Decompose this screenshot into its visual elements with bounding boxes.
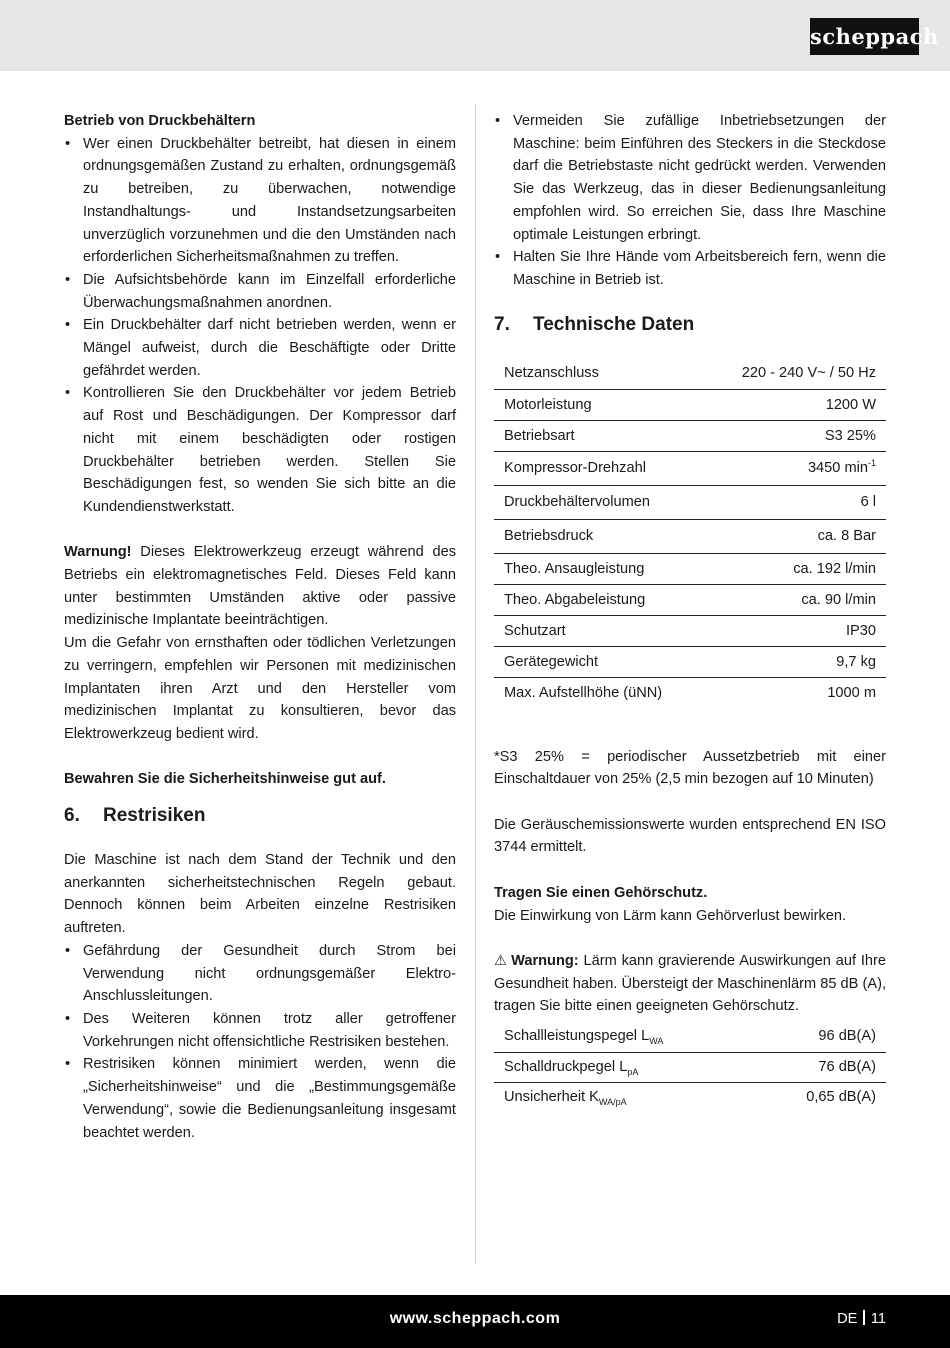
hearing-protection-text: Die Einwirkung von Lärm kann Gehörverlust bewirken. bbox=[494, 907, 847, 924]
spec-label: Kompressor-Drehzahl bbox=[504, 460, 646, 477]
list-item: • Kontrollieren Sie den Druckbehälter vor jedem Betrieb auf Rost und Beschädigungen. Der Kompressor darf nicht mit einem beschädigten oder rostigen Druckbehälter betrieben werden. Stellen Sie Beschädigungen fest, so wenden Sie sich bitte an die Kundendienstwerkstatt. bbox=[64, 382, 456, 518]
spec-label: Max. Aufstellhöhe (üNN) bbox=[504, 685, 663, 702]
list-item: • Ein Druckbehälter darf nicht betrieben werden, wenn er Mängel aufweist, durch die Beschäftigte oder Dritte gefährdet werden. bbox=[64, 314, 456, 382]
table-row bbox=[494, 421, 886, 452]
list-item: • Des Weiteren können trotz aller getroffener Vorkehrungen nicht offensichtliche Restrisiken bestehen. bbox=[64, 1008, 456, 1053]
language-code: DE bbox=[837, 1311, 858, 1327]
table-row bbox=[494, 678, 886, 709]
warning-triangle-icon: ⚠ bbox=[494, 952, 508, 969]
page-indicator bbox=[837, 1308, 886, 1331]
table-row bbox=[494, 1052, 886, 1082]
spec-value: 9,7 kg bbox=[836, 653, 876, 670]
list-item: • Wer einen Druckbehälter betreibt, hat diesen in einem ordnungsgemäßen Zustand zu erhalten, ordnungsgemäß zu betreiben, zu überwachen, notwendige Instandhaltungs- und Instandsetzungsarbeiten unverzüglich vorzunehmen und die den Umständen nach erforderlichen Sicherheitsmaßnahmen zu treffen. bbox=[64, 133, 456, 269]
table-row bbox=[494, 520, 886, 554]
section-title: Restrisiken bbox=[103, 805, 206, 827]
spec-label: Druckbehältervolumen bbox=[504, 494, 651, 511]
table-row bbox=[494, 647, 886, 678]
section-number: 7. bbox=[494, 313, 510, 335]
section-7-heading bbox=[494, 312, 886, 338]
spec-label: Theo. Abgabeleistung bbox=[504, 591, 646, 608]
spec-value: ca. 192 l/min bbox=[793, 560, 876, 577]
column-divider bbox=[475, 104, 476, 1264]
spec-label: Gerätegewicht bbox=[504, 653, 599, 670]
section-title: Technische Daten bbox=[533, 313, 695, 335]
table-row bbox=[494, 390, 886, 421]
druck-list bbox=[64, 133, 456, 519]
druck-heading: Betrieb von Druckbehältern bbox=[64, 113, 256, 129]
spec-value: IP30 bbox=[845, 622, 876, 639]
brand-logo: scheppach bbox=[810, 18, 919, 55]
list-item: • Vermeiden Sie zufällige Inbetriebsetzungen der Maschine: beim Einführen des Steckers in die Steckdose darf die Betriebstaste nicht gedrückt werden. Verwenden Sie das Werkzeug, das in dieser Bedienungsanleitung empfohlen wird. So erreichen Sie, dass Ihre Maschine optimale Leistungen erbringt. bbox=[494, 110, 886, 246]
noise-table bbox=[494, 1022, 886, 1112]
list-item: • Halten Sie Ihre Hände vom Arbeitsbereich fern, wenn die Maschine in Betrieb ist. bbox=[494, 246, 886, 291]
table-row bbox=[494, 585, 886, 616]
spec-value: S3 25% bbox=[824, 427, 876, 444]
spec-value: 220 - 240 V~ / 50 Hz bbox=[741, 365, 876, 382]
keep-instructions: Bewahren Sie die Sicherheitshinweise gut auf. bbox=[64, 771, 386, 788]
spec-value: 76 dB(A) bbox=[818, 1058, 876, 1075]
spec-value: ca. 8 Bar bbox=[817, 528, 876, 545]
spec-value: 3450 $\min^{-1}$ bbox=[807, 458, 876, 477]
spec-label: Unsicherheit $K_{WA/pA}$ bbox=[504, 1088, 627, 1107]
tech-specs-table bbox=[494, 358, 886, 709]
noise-emission-note: Die Geräuschemissionswerte wurden entsprechend EN ISO 3744 ermittelt. bbox=[494, 816, 886, 856]
table-row bbox=[494, 452, 886, 486]
list-item: • Die Aufsichtsbehörde kann im Einzelfall erforderliche Überwachungsmaßnahmen anordnen. bbox=[64, 269, 456, 314]
spec-label: Schalldruckpegel $L_{pA}$ bbox=[504, 1058, 639, 1077]
table-row bbox=[494, 554, 886, 585]
page-footer bbox=[0, 1295, 950, 1348]
spec-value: ca. 90 l/min bbox=[801, 591, 876, 608]
spec-label: Motorleistung bbox=[504, 396, 592, 413]
spec-label: Netzanschluss bbox=[504, 365, 599, 382]
spec-label: Betriebsart bbox=[504, 427, 575, 444]
table-row bbox=[494, 616, 886, 647]
spec-value: 0,65 dB(A) bbox=[806, 1088, 876, 1105]
right-column bbox=[494, 110, 886, 1112]
table-row bbox=[494, 1082, 886, 1112]
spec-value: 1000 m bbox=[827, 685, 876, 702]
section-6-heading bbox=[64, 803, 456, 829]
list-item: • Restrisiken können minimiert werden, wenn die „Sicherheitshinweise“ und die „Bestimmungsgemäße Verwendung“, sowie die Bedienungsanleitung insgesamt beachtet werden. bbox=[64, 1053, 456, 1144]
table-row bbox=[494, 486, 886, 520]
spec-value: 96 dB(A) bbox=[818, 1028, 876, 1045]
website-link[interactable]: www.scheppach.com bbox=[389, 1310, 561, 1327]
emf-warning-2: Um die Gefahr von ernsthaften oder tödlichen Verletzungen zu verringern, empfehlen wir Personen mit medizinischen Implantaten ihren Arzt und den Hersteller vom medizinischen Implantat zu konsultieren, bevor das Elektrowerkzeug bedient wird. bbox=[64, 635, 456, 742]
spec-label: Theo. Ansaugleistung bbox=[504, 560, 645, 577]
hearing-protection-heading: Tragen Sie einen Gehörschutz. bbox=[494, 884, 708, 901]
table-row bbox=[494, 358, 886, 390]
page-header bbox=[0, 0, 950, 71]
restrisiken-list bbox=[64, 940, 456, 1144]
spec-label: Schallleistungspegel $L_{WA}$ bbox=[504, 1028, 664, 1047]
warning-text: Lärm kann gravierende Auswirkungen auf Ihre Gesundheit haben. Übersteigt der Maschinenlärm 85 dB (A), tragen Sie bitte einen geeigneten Gehörschutz. bbox=[494, 952, 886, 1015]
spec-value: 6 l bbox=[860, 494, 876, 511]
left-column bbox=[64, 110, 456, 1144]
spec-value: 1200 W bbox=[825, 396, 876, 413]
page-number: 11 bbox=[870, 1311, 886, 1327]
s3-note: *S3 25% = periodischer Aussetzbetrieb mit einer Einschaltdauer von 25% (2,5 min bezogen auf 10 Minuten) bbox=[494, 748, 886, 788]
warning-text: Dieses Elektrowerkzeug erzeugt während des Betriebs ein elektromagnetisches Feld. Dieses Feld kann unter bestimmten Umständen aktive oder passive medizinische Implantate beeinträchtigen. bbox=[64, 544, 456, 629]
noise-warning bbox=[494, 950, 886, 1018]
section-number: 6. bbox=[64, 805, 80, 827]
warning-label: Warnung! bbox=[64, 544, 132, 561]
spec-label: Betriebsdruck bbox=[504, 528, 594, 545]
list-item: • Gefährdung der Gesundheit durch Strom bei Verwendung nicht ordnungsgemäßer Elektro-Anschlussleitungen. bbox=[64, 940, 456, 1008]
safety-list bbox=[494, 110, 886, 292]
restrisiken-intro: Die Maschine ist nach dem Stand der Technik und den anerkannten sicherheitstechnischen Regeln gebaut. Dennoch können beim Arbeiten einzelne Restrisiken auftreten. bbox=[64, 852, 456, 937]
table-row bbox=[494, 1022, 886, 1052]
emf-warning bbox=[64, 541, 456, 632]
spec-label: Schutzart bbox=[504, 622, 566, 639]
warning-label: Warnung: bbox=[511, 952, 579, 969]
